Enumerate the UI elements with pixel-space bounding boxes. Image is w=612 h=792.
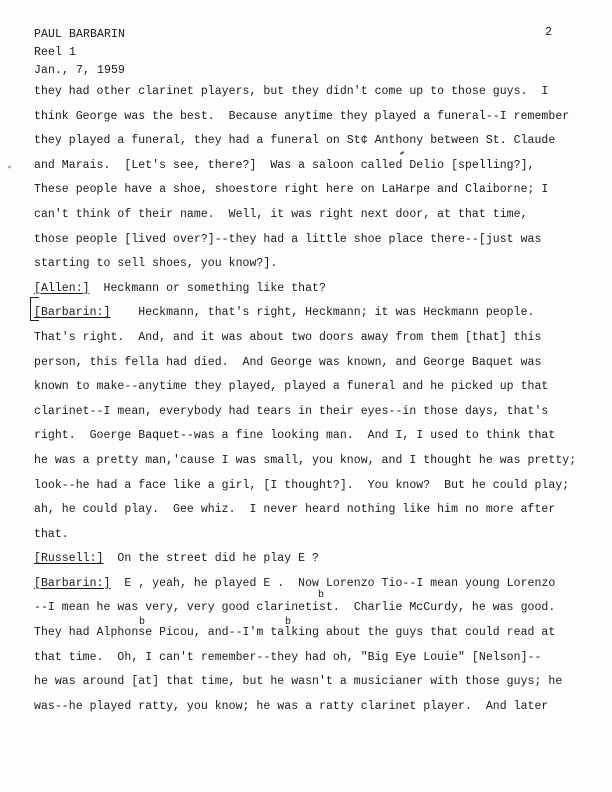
- transcript-line: [34, 498, 594, 523]
- line-text: Heckmann, that's right, Heckmann; it was Heckmann people.: [110, 306, 535, 320]
- transcript-line: [34, 646, 594, 671]
- transcript-line: [34, 351, 594, 376]
- line-text: those people [lived over?]--they had a little shoe place there--[just was: [34, 232, 542, 246]
- line-text: That's right. And, and it was about two doors away from them [that] this: [34, 330, 542, 344]
- transcript-line: [34, 523, 594, 548]
- transcript-line: [34, 203, 594, 228]
- transcript-line: [34, 474, 594, 499]
- line-text: ah, he could play. Gee whiz. I never heard nothing like him no more after: [34, 503, 556, 517]
- speaker-line: [34, 547, 594, 572]
- transcript-line: [34, 154, 594, 179]
- line-text: E , yeah, he played E . Now Lorenzo Tio--I mean young Lorenzo: [110, 576, 556, 590]
- reel-label: Reel 1: [34, 46, 77, 59]
- line-text: that time. Oh, I can't remember--they had oh, "Big Eye Louie" [Nelson]--: [34, 650, 542, 664]
- line-text: person, this fella had died. And George was known, and George Baquet was: [34, 355, 542, 369]
- page-number: 2: [545, 26, 552, 39]
- line-text: he was a pretty man,'cause I was small, you know, and I thought he was pretty;: [34, 453, 577, 467]
- line-text: starting to sell shoes, you know?].: [34, 257, 278, 271]
- line-text: clarinet--I mean, everybody had tears in their eyes--in those days, that's: [34, 404, 549, 418]
- line-text: think George was the best. Because anytime they played a funeral--I remember: [34, 109, 570, 123]
- speaker-line: [34, 301, 594, 326]
- transcript-line: [34, 621, 594, 646]
- line-text: Heckmann or something like that?: [89, 281, 326, 295]
- line-text: was--he played ratty, you know; he was a ratty clarinet player. And later: [34, 699, 549, 713]
- speaker-label: [Allen:]: [34, 281, 90, 295]
- line-text: and Marais. [Let's see, there?] Was a saloon called Delio [spelling?],: [34, 158, 535, 172]
- transcript-line: [34, 129, 594, 154]
- line-text: They had Alphonse Picou, and--I'm talking about the guys that could read at: [34, 626, 556, 640]
- line-text: On the street did he play E ?: [103, 552, 320, 566]
- interviewee-name: PAUL BARBARIN: [34, 28, 126, 41]
- line-text: known to make--anytime they played, played a funeral and he picked up that: [34, 380, 549, 394]
- line-text: they played a funeral, they had a funeral on St¢ Anthony between St. Claude: [34, 134, 556, 148]
- transcript-line: [34, 449, 594, 474]
- line-text: can't think of their name. Well, it was right next door, at that time,: [34, 207, 528, 221]
- transcript-line: [34, 375, 594, 400]
- transcript-line: [34, 695, 594, 720]
- line-text: look--he had a face like a girl, [I thought?]. You know? But he could play;: [34, 478, 570, 492]
- speaker-label: [Russell:]: [34, 552, 104, 566]
- flat-superscript: b: [318, 590, 325, 601]
- flat-superscript: b: [139, 617, 146, 628]
- transcript-line: [34, 228, 594, 253]
- interview-date: Jan., 7, 1959: [34, 64, 126, 77]
- line-text: --I mean he was very, very good clarinetist. Charlie McCurdy, he was good.: [34, 601, 556, 615]
- speaker-line: [34, 277, 594, 302]
- speaker-label: [Barbarin:]: [34, 576, 111, 590]
- transcript-line: [34, 424, 594, 449]
- line-text: right. Goerge Baquet--was a fine looking man. And I, I used to think that: [34, 429, 556, 443]
- transcript-line: [34, 80, 594, 105]
- line-text: that.: [34, 527, 69, 541]
- transcript-line: [34, 105, 594, 130]
- line-text: These people have a shoe, shoestore right here on LaHarpe and Claiborne; I: [34, 183, 549, 197]
- transcript-line: [34, 400, 594, 425]
- transcript-line: [34, 326, 594, 351]
- flat-superscript: b: [285, 617, 292, 628]
- transcript-line: [34, 178, 594, 203]
- document-header: [34, 26, 125, 80]
- transcript-body: [34, 80, 594, 719]
- margin-mark: [8, 165, 12, 168]
- transcript-line: [34, 670, 594, 695]
- line-text: they had other clarinet players, but they didn't come up to those guys. I: [34, 85, 549, 98]
- transcript-line: [34, 596, 594, 621]
- transcript-line: [34, 252, 594, 277]
- line-text: he was around [at] that time, but he wasn't a musicianer with those guys; he: [34, 675, 563, 689]
- speaker-label: [Barbarin:]: [34, 306, 111, 320]
- speaker-line: [34, 572, 594, 597]
